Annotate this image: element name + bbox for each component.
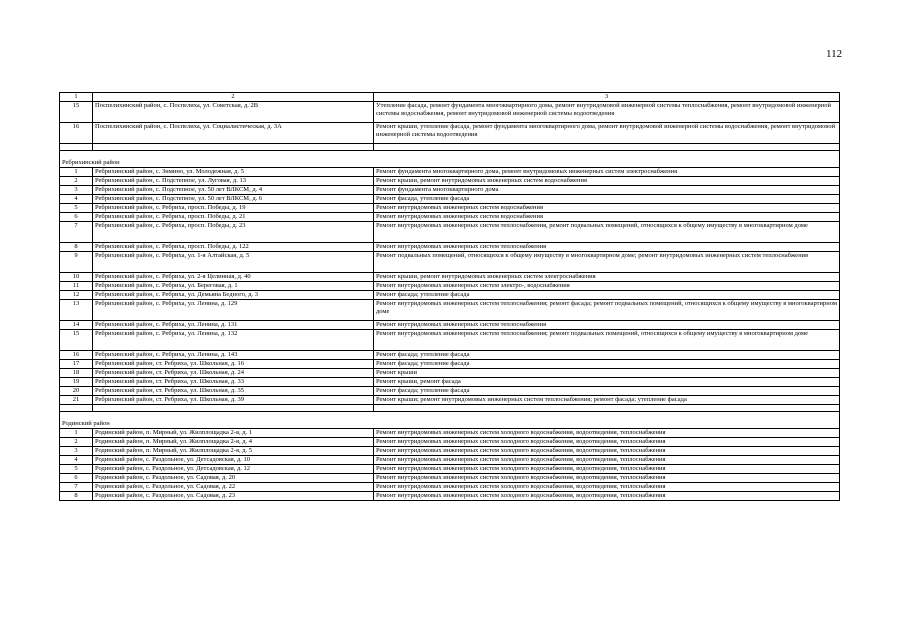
row-number: 3 (60, 186, 93, 195)
row-number: 4 (60, 195, 93, 204)
row-number: 8 (60, 243, 93, 252)
table-row (60, 429, 840, 438)
table-row (60, 177, 840, 186)
row-address: Ребрихинский район, с. Ребриха, ул. Ленина, д. 129 (93, 300, 374, 321)
row-number: 1 (60, 429, 93, 438)
row-works: Ремонт крыши, ремонт внутридомовых инженерных систем водоснабжения (374, 177, 840, 186)
table-row (60, 168, 840, 177)
row-number: 7 (60, 483, 93, 492)
row-number: 7 (60, 222, 93, 243)
row-address: Родинский район, с. Раздольное, ул. Детсадовская, д. 10 (93, 456, 374, 465)
table-row (60, 360, 840, 369)
row-number: 9 (60, 252, 93, 273)
row-number: 2 (60, 177, 93, 186)
table-row (60, 474, 840, 483)
row-works: Ремонт внутридомовых инженерных систем теплоснабжения; ремонт фасада; ремонт подвальных помещений, относящихся к общему имуществу в многоквартирном доме (374, 300, 840, 321)
row-works: Ремонт внутридомовых инженерных систем холодного водоснабжения, водоотведения, теплоснабжения (374, 465, 840, 474)
row-number: 8 (60, 492, 93, 501)
table-row (60, 291, 840, 300)
table-header-row (60, 93, 840, 102)
section-heading-row (60, 412, 840, 429)
row-address: Поспелихинский район, с. Поспелиха, ул. Советская, д. 2В (93, 102, 374, 123)
row-works: Ремонт фундамента многоквартирного дома (374, 186, 840, 195)
row-number: 5 (60, 465, 93, 474)
spacer-cell (60, 144, 93, 151)
row-works: Ремонт фасада, утепление фасада (374, 195, 840, 204)
table-row (60, 447, 840, 456)
row-address: Ребрихинский район, с. Ребриха, просп. Победы, д. 122 (93, 243, 374, 252)
row-address: Ребрихинский район, с. Подстепное, ул. 50 лет ВЛКСМ, д. 4 (93, 186, 374, 195)
table-row (60, 483, 840, 492)
row-works: Ремонт крыши (374, 369, 840, 378)
header-col-3: 3 (374, 93, 840, 102)
table-row (60, 396, 840, 405)
row-number: 15 (60, 330, 93, 351)
row-number: 5 (60, 204, 93, 213)
row-works: Ремонт фасада; утепление фасада (374, 291, 840, 300)
row-number: 6 (60, 213, 93, 222)
table-row (60, 195, 840, 204)
row-number: 13 (60, 300, 93, 321)
table-row (60, 369, 840, 378)
row-address: Ребрихинский район, с. Ребриха, ул. Ленина, д. 143 (93, 351, 374, 360)
row-number: 12 (60, 291, 93, 300)
row-address: Ребрихинский район, с. Подстепное, ул. Луговая, д. 13 (93, 177, 374, 186)
header-col-2: 2 (93, 93, 374, 102)
row-address: Ребрихинский район, с. Ребриха, ул. Береговая, д. 1 (93, 282, 374, 291)
table-row (60, 222, 840, 243)
table-row (60, 321, 840, 330)
row-address: Ребрихинский район, ст. Ребриха, ул. Школьная, д. 24 (93, 369, 374, 378)
table-row (60, 252, 840, 273)
row-works: Ремонт крыши, ремонт внутридомовых инженерных систем электроснабжения (374, 273, 840, 282)
row-address: Ребрихинский район, с. Ребриха, ул. Ленина, д. 132 (93, 330, 374, 351)
row-works: Ремонт внутридомовых инженерных систем холодного водоснабжения, водоотведения, теплоснабжения (374, 492, 840, 501)
table-row (60, 102, 840, 123)
row-works: Ремонт внутридомовых инженерных систем холодного водоснабжения, водоотведения, теплоснабжения (374, 438, 840, 447)
row-works: Ремонт крыши, ремонт фасада (374, 378, 840, 387)
row-works: Ремонт внутридомовых инженерных систем холодного водоснабжения, водоотведения, теплоснабжения (374, 483, 840, 492)
row-number: 14 (60, 321, 93, 330)
row-address: Ребрихинский район, ст. Ребриха, ул. Школьная, д. 35 (93, 387, 374, 396)
table-row (60, 204, 840, 213)
row-works: Ремонт крыши, утепление фасада, ремонт фундамента многоквартирного дома, ремонт внутридомовой инженерной системы водоснабжения, ремонт внутридомовой инженерной системы водоотведения (374, 123, 840, 144)
table-row (60, 273, 840, 282)
row-number: 6 (60, 474, 93, 483)
row-works: Ремонт фасада; утепление фасада (374, 360, 840, 369)
spacer-row (60, 144, 840, 151)
row-address: Родинский район, с. Раздольное, ул. Детсадовская, д. 12 (93, 465, 374, 474)
row-works: Ремонт фасада; утепление фасада (374, 351, 840, 360)
row-address: Родинский район, с. Раздольное, ул. Садовая, д. 20 (93, 474, 374, 483)
row-address: Ребрихинский район, ст. Ребриха, ул. Школьная, д. 39 (93, 396, 374, 405)
row-number: 20 (60, 387, 93, 396)
row-number: 4 (60, 456, 93, 465)
header-col-1: 1 (60, 93, 93, 102)
table-row (60, 186, 840, 195)
section-heading-row (60, 151, 840, 168)
table-row (60, 351, 840, 360)
row-address: Ребрихинский район, с. Ребриха, просп. Победы, д. 21 (93, 213, 374, 222)
row-works: Ремонт фундамента многоквартирного дома, ремонт внутридомовых инженерных систем электроснабжения (374, 168, 840, 177)
row-works: Ремонт внутридомовых инженерных систем теплоснабжения (374, 243, 840, 252)
row-address: Ребрихинский район, с. Подстепное, ул. 50 лет ВЛКСМ, д. 6 (93, 195, 374, 204)
row-works: Утепление фасада, ремонт фундамента многоквартирного дома, ремонт внутридомовой инженерной системы теплоснабжения, ремонт внутридомовой инженерной системы водоснабжения, ремонт внутридомовой инженерной системы водоотведения (374, 102, 840, 123)
row-number: 16 (60, 351, 93, 360)
spacer-cell (93, 405, 374, 412)
section-title: Родинский район (60, 412, 840, 429)
table-row (60, 438, 840, 447)
row-address: Родинский район, с. Раздольное, ул. Садовая, д. 23 (93, 492, 374, 501)
table-row (60, 213, 840, 222)
row-address: Ребрихинский район, с. Зимино, ул. Молодежная, д. 5 (93, 168, 374, 177)
spacer-cell (374, 144, 840, 151)
row-works: Ремонт внутридомовых инженерных систем холодного водоснабжения, водоотведения, теплоснабжения (374, 429, 840, 438)
table-row (60, 378, 840, 387)
spacer-cell (93, 144, 374, 151)
row-address: Поспелихинский район, с. Поспелиха, ул. Социалистическая, д. 3А (93, 123, 374, 144)
row-address: Родинский район, п. Мирный, ул. Жилплощадка 2-я, д. 1 (93, 429, 374, 438)
row-works: Ремонт внутридомовых инженерных систем теплоснабжения (374, 321, 840, 330)
row-address: Родинский район, п. Мирный, ул. Жилплощадка 2-я, д. 4 (93, 438, 374, 447)
table-row (60, 492, 840, 501)
table-row (60, 465, 840, 474)
page-number: 112 (826, 48, 843, 60)
row-works: Ремонт внутридомовых инженерных систем холодного водоснабжения, водоотведения, теплоснабжения (374, 447, 840, 456)
row-number: 21 (60, 396, 93, 405)
table-row (60, 387, 840, 396)
table-row (60, 282, 840, 291)
table-row (60, 123, 840, 144)
row-number: 16 (60, 123, 93, 144)
works-table (59, 92, 840, 501)
row-address: Ребрихинский район, с. Ребриха, ул. 2-я Целинная, д. 40 (93, 273, 374, 282)
row-number: 17 (60, 360, 93, 369)
row-number: 15 (60, 102, 93, 123)
row-number: 3 (60, 447, 93, 456)
spacer-cell (374, 405, 840, 412)
row-works: Ремонт внутридомовых инженерных систем холодного водоснабжения, водоотведения, теплоснабжения (374, 456, 840, 465)
table-row (60, 330, 840, 351)
table-row (60, 456, 840, 465)
table-row (60, 300, 840, 321)
row-works: Ремонт внутридомовых инженерных систем водоснабжения (374, 204, 840, 213)
row-address: Ребрихинский район, ст. Ребриха, ул. Школьная, д. 33 (93, 378, 374, 387)
row-works: Ремонт подвальных помещений, относящихся к общему имуществу в многоквартирном доме; ремонт внутридомовых инженерных систем теплоснабжения (374, 252, 840, 273)
row-address: Родинский район, п. Мирный, ул. Жилплощадка 2-я, д. 5 (93, 447, 374, 456)
row-number: 2 (60, 438, 93, 447)
row-address: Ребрихинский район, с. Ребриха, ул. Демьяна Бедного, д. 3 (93, 291, 374, 300)
row-address: Родинский район, с. Раздольное, ул. Садовая, д. 22 (93, 483, 374, 492)
row-number: 18 (60, 369, 93, 378)
spacer-row (60, 405, 840, 412)
row-works: Ремонт внутридомовых инженерных систем водоснабжения (374, 213, 840, 222)
row-address: Ребрихинский район, ст. Ребриха, ул. Школьная, д. 16 (93, 360, 374, 369)
row-number: 1 (60, 168, 93, 177)
row-number: 19 (60, 378, 93, 387)
spacer-cell (60, 405, 93, 412)
row-address: Ребрихинский район, с. Ребриха, ул. 1-я Алтайская, д. 5 (93, 252, 374, 273)
row-address: Ребрихинский район, с. Ребриха, ул. Ленина, д. 131 (93, 321, 374, 330)
row-works: Ремонт внутридомовых инженерных систем теплоснабжения; ремонт подвальных помещений, относящихся к общему имуществу в многоквартирном доме (374, 330, 840, 351)
row-address: Ребрихинский район, с. Ребриха, просп. Победы, д. 23 (93, 222, 374, 243)
row-address: Ребрихинский район, с. Ребриха, просп. Победы, д. 19 (93, 204, 374, 213)
row-works: Ремонт внутридомовых инженерных систем холодного водоснабжения, водоотведения, теплоснабжения (374, 474, 840, 483)
row-works: Ремонт внутридомовых инженерных систем теплоснабжения, ремонт подвальных помещений, относящихся к общему имуществу в многоквартирном доме (374, 222, 840, 243)
row-works: Ремонт фасада; утепление фасада (374, 387, 840, 396)
table-row (60, 243, 840, 252)
row-number: 10 (60, 273, 93, 282)
row-works: Ремонт внутридомовых инженерных систем электро-, водоснабжения (374, 282, 840, 291)
section-title: Ребрихинский район (60, 151, 840, 168)
row-number: 11 (60, 282, 93, 291)
row-works: Ремонт крыши; ремонт внутридомовых инженерных систем теплоснабжения; ремонт фасада; утепление фасада (374, 396, 840, 405)
